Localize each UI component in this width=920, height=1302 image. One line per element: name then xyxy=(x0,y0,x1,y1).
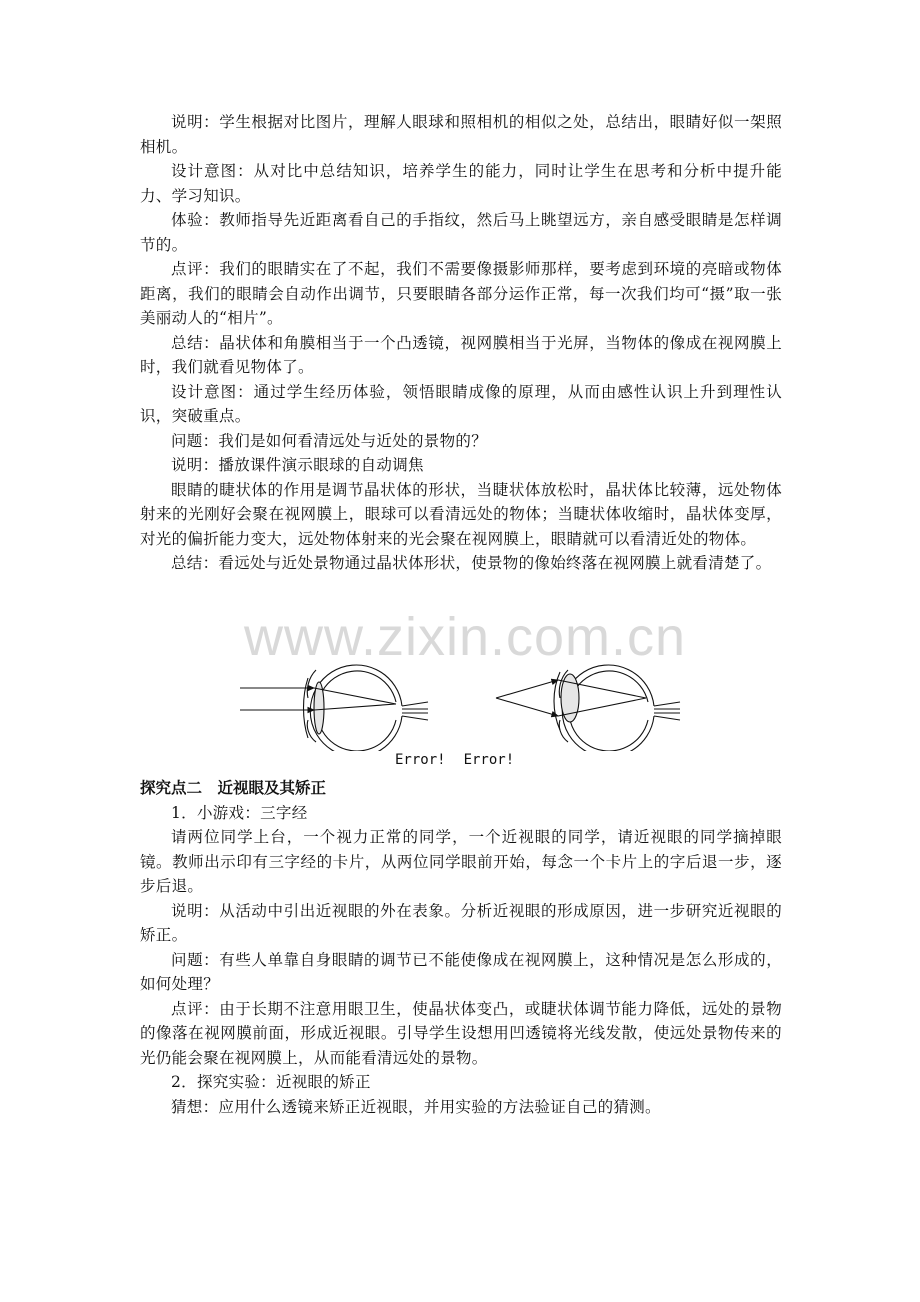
paragraph-experience: 体验：教师指导先近距离看自己的手指纹，然后马上眺望远方，亲自感受眼睛是怎样调节的。 xyxy=(140,211,782,254)
paragraph-mini-game: 1．小游戏：三字经 xyxy=(171,803,308,822)
eye-distant-view xyxy=(240,665,428,751)
paragraph-ciliary-body: 眼睛的睫状体的作用是调节晶状体的形状，当睫状体放松时，晶状体比较薄，远处物体射来的光刚好会聚在视网膜上，眼球可以看清远处的物体；当睫状体收缩时，晶状体变厚，对光的偏折能力变大，远处物体射来的光会聚在视网膜上，眼睛就可以看清近处的物体。 xyxy=(140,480,782,548)
paragraph-question: 问题：我们是如何看清远处与近处的景物的？ xyxy=(171,431,488,450)
top-text-block xyxy=(140,110,782,576)
paragraph-summary-1: 总结：晶状体和角膜相当于一个凸透镜，视网膜相当于光屏，当物体的像成在视网膜上时，我们就看见物体了。 xyxy=(140,333,782,376)
section-myopia xyxy=(140,776,782,1119)
paragraph-game-instructions: 请两位同学上台，一个视力正常的同学，一个近视眼的同学，请近视眼的同学摘掉眼镜。教师出示印有三字经的卡片，从两位同学眼前开始，每念一个卡片上的字后退一步，逐步后退。 xyxy=(140,828,782,895)
watermark: www.zixin.com.cn xyxy=(243,607,687,667)
paragraph-explanation: 说明：学生根据对比图片，理解人眼球和照相机的相似之处，总结出，眼睛好似一架照相机。 xyxy=(140,113,782,156)
figure-caption-right: Error! xyxy=(463,752,515,768)
paragraph-explanation-2: 说明：播放课件演示眼球的自动调焦 xyxy=(171,456,424,474)
paragraph-myopia-comment: 点评：由于长期不注意用眼卫生，使晶状体变凸，或睫状体调节能力降低，远处的景物的像落在视网膜前面，形成近视眼。引导学生设想用凹透镜将光线发散，使远处景物传来的光仍能会聚在视网膜上，从而能看清远处的景物。 xyxy=(140,999,782,1067)
paragraph-myopia-question: 问题：有些人单靠自身眼睛的调节已不能使像成在视网膜上，这种情况是怎么形成的，如何处理？ xyxy=(140,950,782,993)
paragraph-activity-note: 说明：从活动中引出近视眼的外在表象。分析近视眼的形成原因，进一步研究近视眼的矫正。 xyxy=(140,901,782,944)
paragraph-hypothesis: 猜想：应用什么透镜来矫正近视眼，并用实验的方法验证自己的猜测。 xyxy=(171,1097,661,1116)
paragraph-comment: 点评：我们的眼睛实在了不起，我们不需要像摄影师那样，要考虑到环境的亮暗或物体距离，我们的眼睛会自动作出调节，只要眼睛各部分运作正常，每一次我们均可“摄”取一张美丽动人的“相片”。 xyxy=(140,260,782,327)
figure-caption-left: Error! xyxy=(395,752,446,768)
paragraph-design-intent-2: 设计意图：通过学生经历体验，领悟眼睛成像的原理，从而由感性认识上升到理性认识，突破重点。 xyxy=(140,382,782,425)
paragraph-summary-2: 总结：看远处与近处景物通过晶状体形状，使景物的像始终落在视网膜上就看清楚了。 xyxy=(171,554,772,572)
paragraph-design-intent-1: 设计意图：从对比中总结知识，培养学生的能力，同时让学生在思考和分析中提升能力、学习知识。 xyxy=(140,162,782,205)
eye-near-view xyxy=(496,665,680,751)
section-heading: 探究点二 近视眼及其矫正 xyxy=(140,779,327,797)
eye-focusing-diagram xyxy=(236,646,686,751)
paragraph-experiment-title: 2．探究实验：近视眼的矫正 xyxy=(171,1073,371,1091)
figure-captions xyxy=(395,752,535,768)
